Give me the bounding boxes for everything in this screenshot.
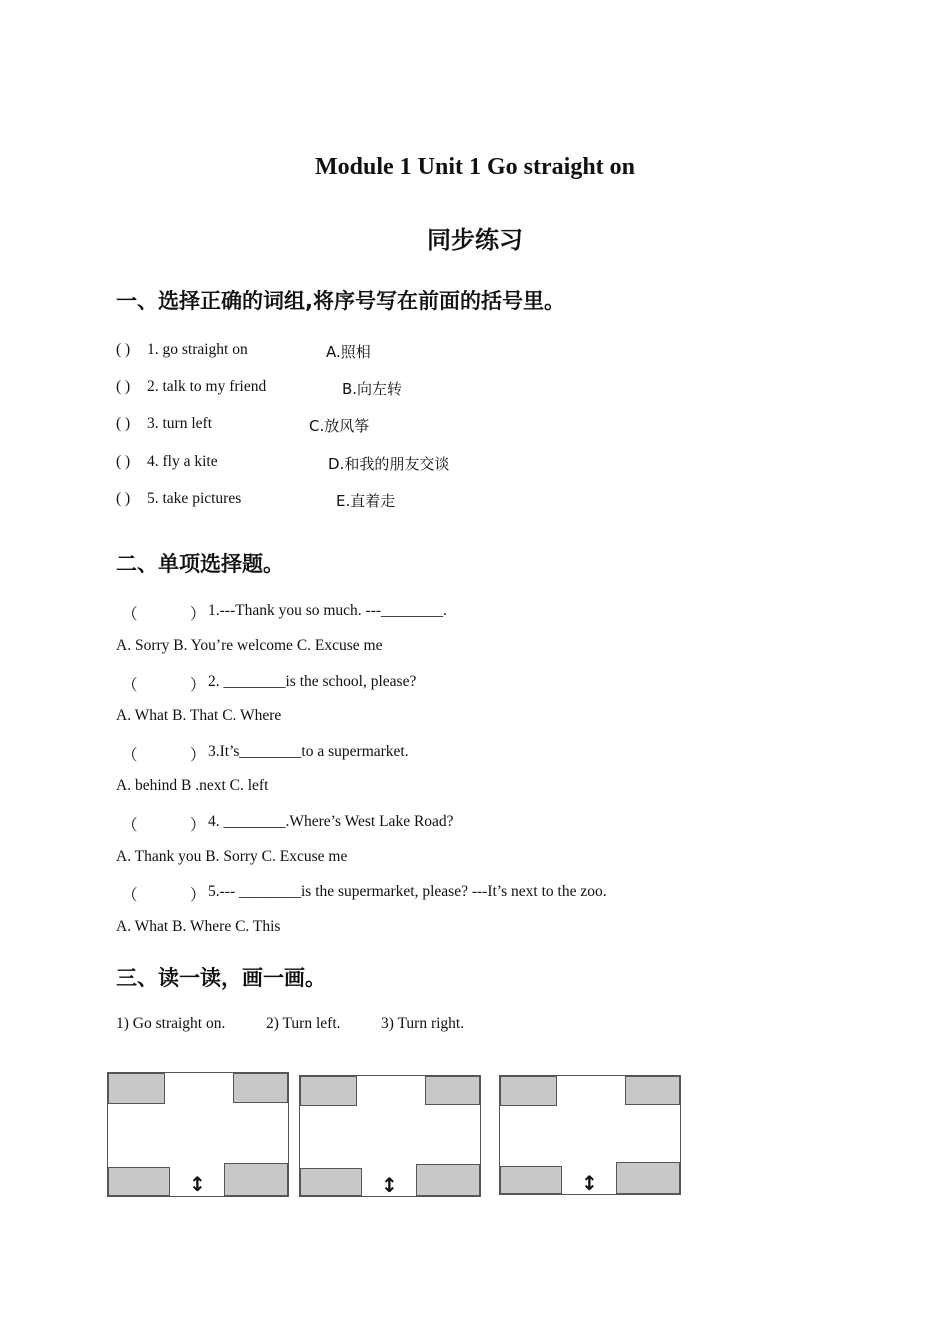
section3-heading: 三、读一读，画一画。 — [116, 966, 326, 990]
match-phrase: 4. fly a kite — [147, 453, 218, 470]
question-text: 2. ________is the school, please? — [208, 673, 417, 690]
updown-arrow-icon: ↕ — [381, 1173, 398, 1197]
page-title: Module 1 Unit 1 Go straight on — [314, 154, 635, 180]
street-map-1[interactable] — [107, 1072, 289, 1197]
map-block — [233, 1073, 288, 1103]
answer-bracket-close: ） — [190, 677, 206, 694]
match-bracket[interactable]: ( ) — [116, 415, 131, 432]
page-subtitle: 同步练习 — [427, 226, 523, 254]
question-text: 4. ________.Where’s West Lake Road? — [208, 813, 454, 830]
map-block — [616, 1162, 680, 1194]
question-options: A. What B. Where C. This — [116, 918, 281, 935]
street-map-3[interactable] — [499, 1075, 681, 1195]
map-block — [108, 1167, 170, 1196]
map-block — [625, 1076, 680, 1105]
answer-bracket-open[interactable]: （ — [122, 747, 138, 764]
instruction-3: 3) Turn right. — [381, 1015, 465, 1032]
map-block — [300, 1168, 362, 1196]
answer-bracket-open[interactable]: （ — [122, 606, 138, 623]
map-block — [300, 1076, 357, 1106]
match-phrase: 2. talk to my friend — [147, 378, 267, 395]
map-block — [425, 1076, 480, 1105]
match-bracket[interactable]: ( ) — [116, 490, 131, 507]
answer-bracket-close: ） — [190, 606, 206, 623]
question-options: A. behind B .next C. left — [116, 777, 269, 794]
question-options: A. Thank you B. Sorry C. Excuse me — [116, 848, 348, 865]
match-answer: A.照相 — [326, 343, 371, 361]
map-block — [108, 1073, 165, 1104]
map-block — [416, 1164, 480, 1196]
match-answer: C.放风筝 — [309, 417, 370, 435]
map-block — [500, 1076, 557, 1106]
answer-bracket-close: ） — [190, 887, 206, 904]
match-bracket[interactable]: ( ) — [116, 378, 131, 395]
map-block — [224, 1163, 288, 1196]
updown-arrow-icon: ↕ — [581, 1171, 598, 1195]
instruction-2: 2) Turn left. — [266, 1015, 341, 1032]
match-phrase: 1. go straight on — [147, 341, 248, 358]
map-block — [500, 1166, 562, 1194]
answer-bracket-close: ） — [190, 747, 206, 764]
section1-heading: 一、选择正确的词组,将序号写在前面的括号里。 — [116, 289, 565, 313]
answer-bracket-open[interactable]: （ — [122, 887, 138, 904]
street-map-2[interactable] — [299, 1075, 481, 1197]
match-bracket[interactable]: ( ) — [116, 341, 131, 358]
updown-arrow-icon: ↕ — [189, 1172, 206, 1196]
match-answer: D.和我的朋友交谈 — [328, 455, 450, 473]
match-bracket[interactable]: ( ) — [116, 453, 131, 470]
match-answer: B.向左转 — [342, 380, 403, 398]
match-phrase: 3. turn left — [147, 415, 212, 432]
question-options: A. What B. That C. Where — [116, 707, 282, 724]
answer-bracket-close: ） — [190, 817, 206, 834]
answer-bracket-open[interactable]: （ — [122, 677, 138, 694]
section2-heading: 二、单项选择题。 — [116, 552, 284, 576]
instruction-1: 1) Go straight on. — [116, 1015, 226, 1032]
question-text: 3.It’s________to a supermarket. — [208, 743, 409, 760]
question-text: 5.--- ________is the supermarket, please? ---It’s next to the zoo. — [208, 883, 607, 900]
question-text: 1.---Thank you so much. ---________. — [208, 602, 447, 619]
match-answer: E.直着走 — [336, 492, 396, 510]
question-options: A. Sorry B. You’re welcome C. Excuse me — [116, 637, 383, 654]
answer-bracket-open[interactable]: （ — [122, 817, 138, 834]
match-phrase: 5. take pictures — [147, 490, 242, 507]
